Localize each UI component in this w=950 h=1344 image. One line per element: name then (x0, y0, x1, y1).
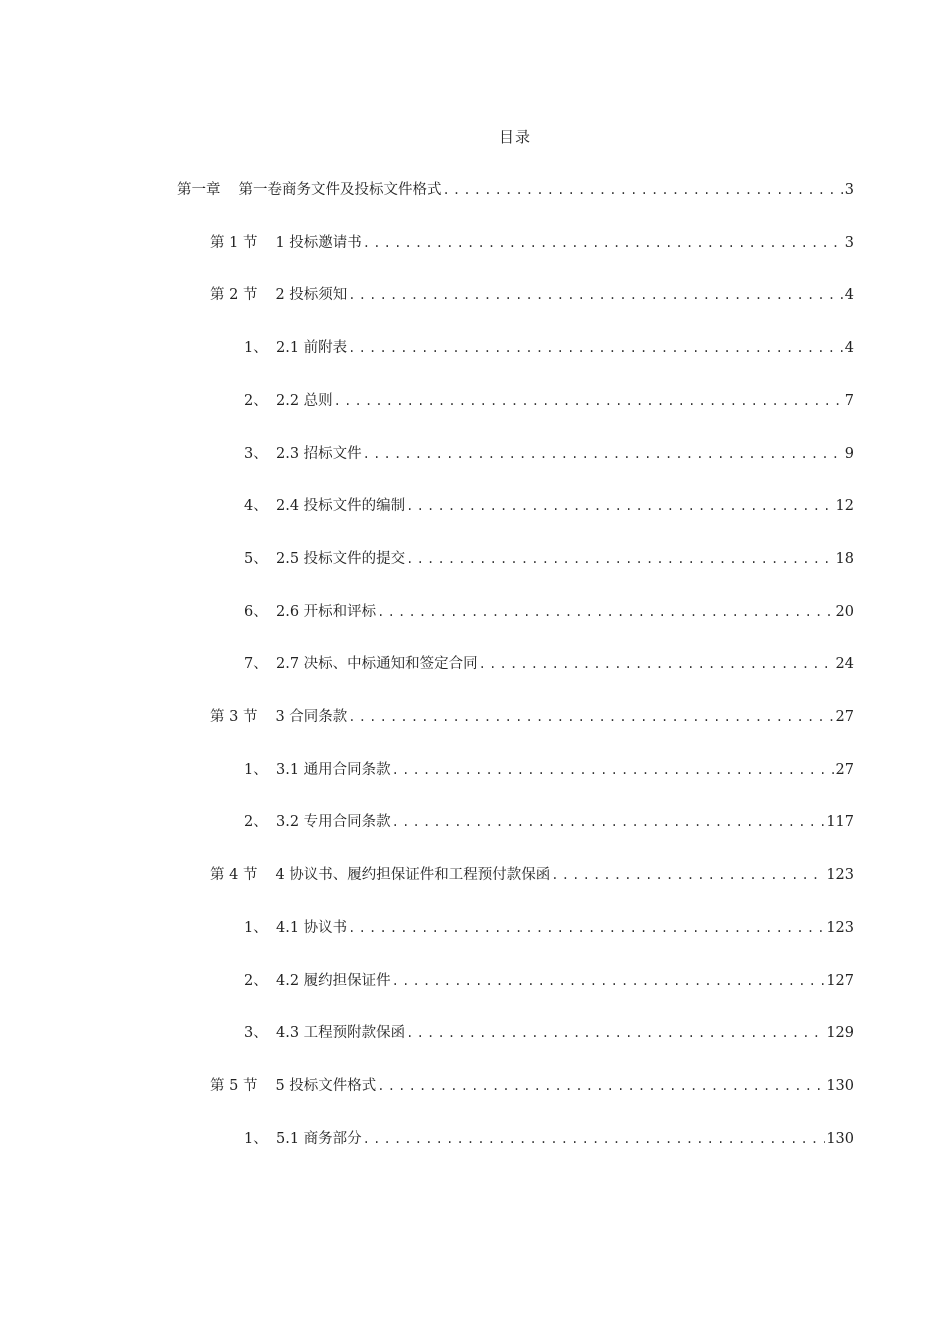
toc-title: 目录 (498, 128, 531, 146)
toc-entry-page-number: 130 (826, 1130, 854, 1147)
toc-entry[interactable] (210, 231, 854, 255)
toc-entry-page-number: 20 (835, 603, 854, 620)
toc-entry-page-number: 3 (844, 182, 854, 198)
toc-entry-title: 2.7 决标、中标通知和签定合同 (276, 656, 478, 673)
toc-entry-page-number: 130 (826, 1077, 854, 1094)
toc-dot-leader (406, 499, 834, 513)
toc-entry-title: 3.1 通用合同条款 (276, 761, 391, 778)
toc-entry[interactable] (244, 494, 854, 518)
toc-entry-page-number: 18 (835, 550, 854, 567)
toc-entry[interactable] (244, 1127, 854, 1151)
toc-entry-number: 3、 (244, 445, 268, 462)
toc-dot-leader (334, 394, 844, 408)
toc-dot-leader (443, 183, 844, 197)
toc-entry[interactable] (210, 863, 854, 887)
toc-entry[interactable] (244, 810, 854, 834)
toc-entry-title: 2.6 开标和评标 (276, 603, 377, 620)
toc-entry-number: 1、 (244, 761, 268, 778)
toc-dot-leader (363, 447, 844, 461)
toc-entry-page-number: 9 (844, 445, 854, 462)
toc-entry-page-number: 12 (835, 498, 854, 515)
toc-dot-leader (392, 815, 826, 829)
toc-entry-page-number: 129 (826, 1025, 854, 1042)
toc-entry[interactable] (177, 178, 854, 202)
toc-entry[interactable] (244, 336, 854, 360)
toc-entry-title: 3 合同条款 (275, 709, 348, 725)
toc-entry-number: 1、 (244, 1130, 268, 1147)
toc-dot-leader (479, 657, 835, 671)
toc-dot-leader (392, 974, 826, 988)
toc-dot-leader (348, 710, 834, 724)
toc-entry[interactable] (244, 389, 854, 413)
toc-entry-number: 第 3 节 (210, 709, 258, 725)
toc-entry-title: 2 投标须知 (275, 287, 348, 304)
toc-dot-leader (406, 552, 834, 566)
toc-dot-leader (348, 288, 843, 302)
toc-entry[interactable] (244, 916, 854, 940)
toc-dot-leader (348, 341, 844, 355)
toc-entry[interactable] (210, 705, 854, 729)
toc-entry[interactable] (244, 969, 854, 993)
toc-dot-leader (377, 605, 834, 619)
toc-entry[interactable] (244, 652, 854, 676)
toc-entry-title: 4.2 履约担保证件 (276, 972, 391, 989)
toc-entry-number: 第 1 节 (210, 234, 258, 251)
toc-entry-number: 第一章 (177, 182, 221, 198)
toc-entry-title: 3.2 专用合同条款 (276, 814, 391, 831)
toc-entry-page-number: 3 (844, 234, 854, 251)
toc-entry-number: 第 5 节 (210, 1077, 258, 1094)
toc-dot-leader (363, 236, 844, 250)
toc-entry-page-number: 27 (835, 709, 854, 725)
toc-entry-title: 2.4 投标文件的编制 (276, 498, 406, 515)
toc-entry-number: 1、 (244, 919, 268, 936)
toc-entry-title: 5 投标文件格式 (275, 1077, 377, 1094)
toc-entry-number: 2、 (244, 814, 268, 831)
toc-entry-title: 4.3 工程预附款保函 (276, 1025, 406, 1042)
toc-entry-page-number: 123 (826, 867, 854, 884)
toc-entry[interactable] (244, 600, 854, 624)
toc-entry-title: 2.1 前附表 (276, 340, 348, 357)
toc-entry-title: 1 投标邀请书 (275, 234, 362, 251)
toc-entry-number: 6、 (244, 603, 268, 620)
toc-entry-page-number: 7 (844, 392, 854, 409)
toc-entry-title: 4.1 协议书 (276, 919, 348, 936)
toc-dot-leader (363, 1132, 826, 1146)
toc-entry-title: 2.2 总则 (276, 392, 333, 409)
toc-entry-page-number: 127 (826, 972, 854, 989)
toc-entry-number: 2、 (244, 392, 268, 409)
toc-entry-page-number: 117 (826, 814, 854, 831)
toc-entry[interactable] (210, 1074, 854, 1098)
toc-dot-leader (392, 763, 835, 777)
toc-entry[interactable] (244, 1021, 854, 1045)
toc-dot-leader (348, 921, 825, 935)
toc-entry-number: 第 4 节 (210, 867, 258, 884)
toc-entry[interactable] (244, 758, 854, 782)
toc-entry-page-number: 24 (835, 656, 854, 673)
toc-entry-number: 第 2 节 (210, 287, 258, 304)
toc-entry[interactable] (244, 547, 854, 571)
toc-dot-leader (377, 1079, 825, 1093)
toc-entry-title: 5.1 商务部分 (276, 1130, 362, 1147)
toc-entry-page-number: 4 (844, 287, 854, 304)
toc-entry-number: 3、 (244, 1025, 268, 1042)
toc-entry-title: 第一卷商务文件及投标文件格式 (238, 182, 442, 198)
toc-entry-number: 7、 (244, 656, 268, 673)
toc-entry-page-number: 4 (844, 340, 854, 357)
toc-entry-number: 5、 (244, 550, 268, 567)
toc-entry-number: 1、 (244, 340, 268, 357)
toc-entry-title: 2.5 投标文件的提交 (276, 550, 406, 567)
toc-entry[interactable] (244, 442, 854, 466)
toc-entry-title: 4 协议书、履约担保证件和工程预付款保函 (275, 867, 551, 884)
toc-entry-title: 2.3 招标文件 (276, 445, 362, 462)
toc-entry-page-number: 27 (835, 761, 854, 778)
toc-entry-number: 2、 (244, 972, 268, 989)
toc-entry-page-number: 123 (826, 919, 854, 936)
toc-entry[interactable] (210, 283, 854, 307)
toc-dot-leader (551, 868, 825, 882)
toc-dot-leader (406, 1026, 825, 1040)
toc-entry-number: 4、 (244, 498, 268, 515)
